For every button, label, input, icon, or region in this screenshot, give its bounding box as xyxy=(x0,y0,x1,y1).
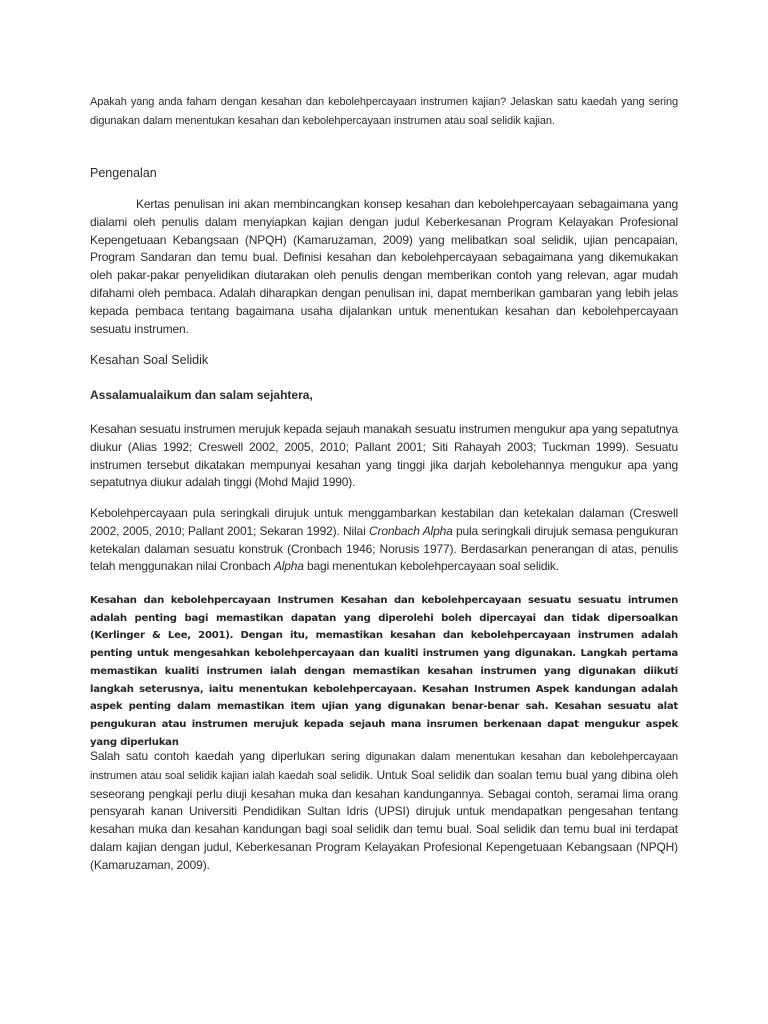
intro-heading: Pengenalan xyxy=(90,166,157,180)
reliability-text-1: Kebolehpercayaan pula seringkali dirujuk untuk menggambarkan kestabilan dan ketekalan dalaman (Creswell 2002, 2005, 2010; Pallant 2001; Sekaran 1992). Nilai xyxy=(90,506,678,538)
assignment-question: Apakah yang anda faham dengan kesahan dan kebolehpercayaan instrumen kajian? Jelaskan satu kaedah yang sering digunakan dalam menentukan kesahan dan kebolehpercayaan instrumen atau soal selidik kajian. xyxy=(90,96,678,127)
intro-paragraph xyxy=(90,196,678,338)
cronbach-alpha-term: Cronbach Alpha xyxy=(368,523,453,538)
method-text-2: Untuk Soal selidik dan soalan temu bual yang dibina oleh seseorang pengkaji perlu diuji kesahan muka dan kesahan kandungannya. Sebagai contoh, seramai lima orang pensyarah kanan Universiti Pendidikan Sultan Idris (UPSI) dirujuk untuk mendapatkan pengesahan tentang kesahan muka dan kesahan kandungan bagi soal selidik dan temu bual. Soal selidik dan temu bual ini terdapat dalam kajian dengan judul, Keberkesanan Program Kelayakan Profesional Kepengetuaan Kebangsaan (NPQH) (Kamaruzaman, 2009). xyxy=(90,767,678,872)
validity-paragraph: Kesahan sesuatu instrumen merujuk kepada sejauh manakah sesuatu instrumen mengukur apa yang sepatutnya diukur (Alias 1992; Creswell 2002, 2005, 2010; Pallant 2001; Siti Rahayah 2003; Tuckman 1999). Sesuatu instrumen tersebut dikatakan mempunyai kesahan yang tinggi jika darjah kebolehannya mengukur apa yang sepatutnya diukur adalah tinggi (Mohd Majid 1990). xyxy=(90,422,678,490)
reliability-text-3: bagi menentukan kebolehpercayaan soal selidik. xyxy=(303,559,559,574)
method-example-paragraph xyxy=(90,748,678,875)
instrument-quality-paragraph: Kesahan dan kebolehpercayaan Instrumen Kesahan dan kebolehpercayaan sesuatu sesuatu intrumen adalah penting bagi memastikan dapatan yang diperolehi boleh dipercayai dan tidak dipersoalkan (Kerlinger & Lee, 2001). Dengan itu, memastikan kesahan dan kebolehpercayaan instrumen adalah penting untuk mengesahkan kebolehpercayaan dan kualiti instrumen yang digunakan. Langkah pertama memastikan kualiti instrumen ialah dengan memastikan kesahan instrumen yang digunakan diikuti langkah seterusnya, iaitu menentukan kebolehpercayaan. Kesahan Instrumen Aspek kandungan adalah aspek penting dalam memastikan item ujian yang digunakan benar-benar sah. Kesahan sesuatu alat pengukuran atau instrumen merujuk kepada sejauh mana insrumen berkenaan dapat mengukur aspek yang diperlukan xyxy=(90,595,678,748)
reliability-text-2: pula seringkali dirujuk semasa pengukuran ketekalan dalaman sesuatu konstruk (Cronbach 1946; Norusis 1977). Berdasarkan penerangan di atas, penulis telah menggunakan nilai Cronbach xyxy=(90,523,678,574)
reliability-paragraph xyxy=(90,505,678,576)
greeting-heading: Assalamualaikum dan salam sejahtera, xyxy=(90,388,313,402)
alpha-term: Alpha xyxy=(273,559,304,574)
intro-paragraph-text: Kertas penulisan ini akan membincangkan konsep kesahan dan kebolehpercayaan sebagaimana yang dialami oleh penulis dalam menyiapkan kajian dengan judul Keberkesanan Program Kelayakan Profesional Kepengetuaan Kebangsaan (NPQH) (Kamaruzaman, 2009) yang melibatkan soal selidik, ujian pencapaian, Program Sandaran dan temu bual. Definisi kesahan dan kebolehpercayaan sebagaimana yang dikemukakan oleh pakar-pakar penyelidikan diutarakan oleh penulis dengan memberikan contoh yang relevan, agar mudah difahami oleh pembaca. Adalah diharapkan dengan penulisan ini, dapat memberikan gambaran yang lebih jelas kepada pembaca tentang bagaimana usaha dijalankan untuk menentukan kesahan dan kebolehpercayaan sesuatu instrumen. xyxy=(90,197,678,336)
section-heading: Kesahan Soal Selidik xyxy=(90,353,209,367)
method-question-excerpt: sering digunakan dalam menentukan kesahan dan kebolehpercayaan instrumen atau soal selidik kajian ialah kaedah soal selidik. xyxy=(90,751,678,782)
method-text-1: Salah satu contoh kaedah yang diperlukan xyxy=(90,749,331,763)
